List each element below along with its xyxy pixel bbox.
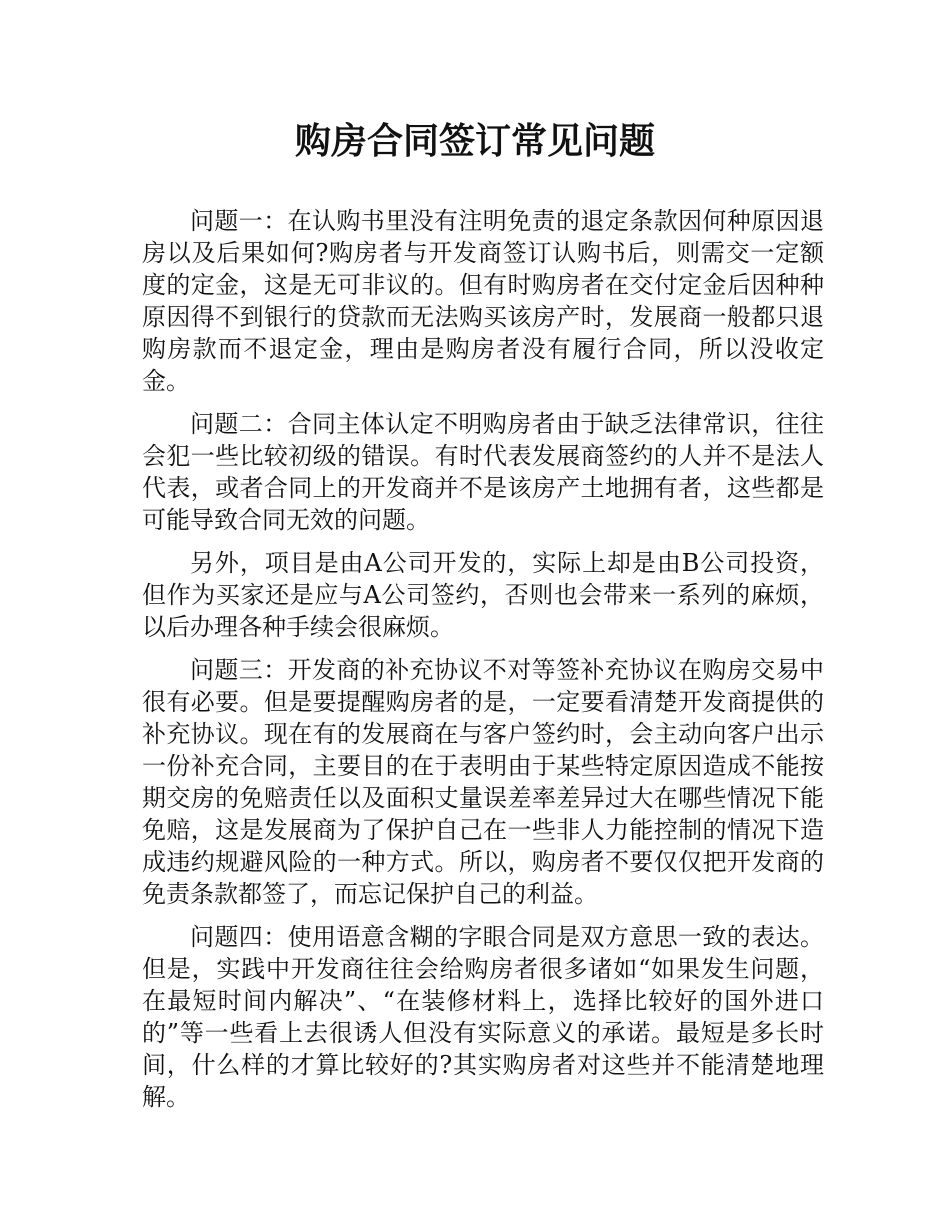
- document-title: 购房合同签订常见问题: [294, 121, 655, 162]
- paragraph-question-4: 问题四：使用语意含糊的字眼合同是双方意思一致的表达。但是，实践中开发商往往会给购房者很多诸如“如果发生问题，在最短时间内解决”、“在装修材料上，选择比较好的国外进口的”等一些看上去很诱人但没有实际意义的承诺。最短是多长时间，什么样的才算比较好的?其实购房者对这些并不能清楚地理解。: [142, 923, 824, 1111]
- paragraph-question-3: 问题三：开发商的补充协议不对等签补充协议在购房交易中很有必要。但是要提醒购房者的是，一定要看清楚开发商提供的补充协议。现在有的发展商在与客户签约时，会主动向客户出示一份补充合同，主要目的在于表明由于某些特定原因造成不能按期交房的免赔责任以及面积丈量误差率差异过大在哪些情况下能免赔，这是发展商为了保护自己在一些非人力能控制的情况下造成违约规避风险的一种方式。所以，购房者不要仅仅把开发商的免责条款都签了，而忘记保护自己的利益。: [142, 656, 824, 908]
- paragraph-additional-note: 另外，项目是由A公司开发的，实际上却是由B公司投资，但作为买家还是应与A公司签约，否则也会带来一系列的麻烦，以后办理各种手续会很麻烦。: [142, 549, 824, 641]
- paragraph-question-2: 问题二：合同主体认定不明购房者由于缺乏法律常识，往往会犯一些比较初级的错误。有时代表发展商签约的人并不是法人代表，或者合同上的开发商并不是该房产土地拥有者，这些都是可能导致合同无效的问题。: [142, 410, 824, 534]
- document-body: [142, 205, 824, 1124]
- paragraph-question-1: 问题一：在认购书里没有注明免责的退定条款因何种原因退房以及后果如何?购房者与开发商签订认购书后，则需交一定额度的定金，这是无可非议的。但有时购房者在交付定金后因种种原因得不到银行的贷款而无法购买该房产时，发展商一般都只退购房款而不退定金，理由是购房者没有履行合同，所以没收定金。: [142, 207, 824, 395]
